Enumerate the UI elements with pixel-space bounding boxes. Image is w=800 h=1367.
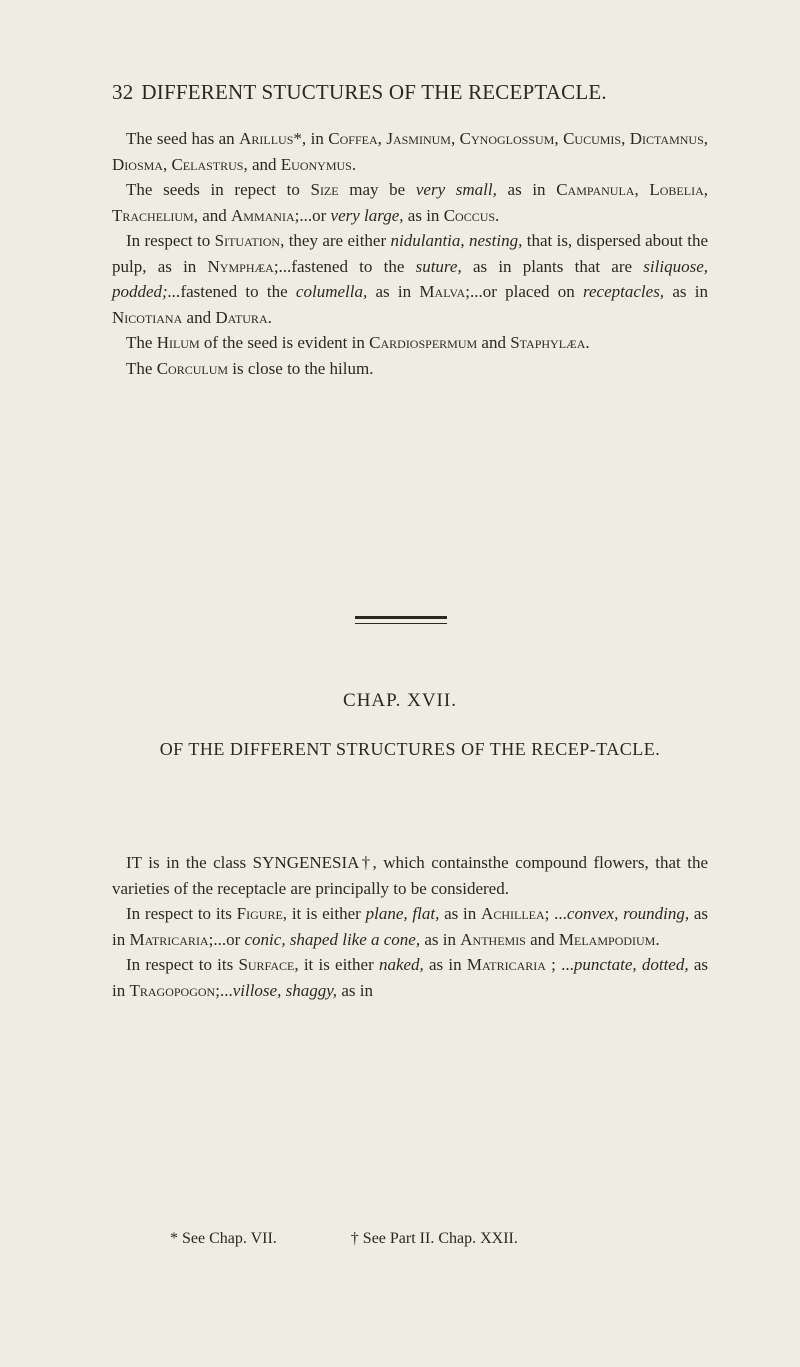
section-receptacle-text xyxy=(112,850,708,1003)
paragraph-corculum: The Corculum is close to the hilum. xyxy=(126,358,374,378)
section-seed-text xyxy=(112,126,708,381)
paragraph-figure: In respect to its Figure, it is either plane, flat, as in Achillea; ...convex, rounding, as in Matricaria;...or conic, shaped like a cone, as in Anthemis and Melampodium. xyxy=(112,904,709,949)
paragraph-arillus: The seed has an Arillus*, in Coffea, Jasminum, Cynoglossum, Cucumis, Dictamnus, Diosma, Celastrus, and Euonymus. xyxy=(112,129,709,174)
paragraph-situation: In respect to Situation, they are either nidulantia, nesting, that is, dispersed about the pulp, as in Nymphæa;...fastened to the suture, as in plants that are siliquose, podded;...fastened to the columella, as in Malva;...or placed on receptacles, as in Nicotiana and Datura. xyxy=(112,231,709,327)
footnote-chap-vii: * See Chap. VII. xyxy=(170,1230,277,1247)
paragraph-syngenesia: IT is in the class SYNGENESIA†, which containsthe compound flowers, that the varieties of the receptacle are principally to be considered. xyxy=(112,853,708,898)
paragraph-surface: In respect to its Surface, it is either naked, as in Matricaria ; ...punctate, dotted, as in Tragopogon;...villose, shaggy, as in xyxy=(112,955,708,1000)
footnote-mark-star: * xyxy=(293,129,302,148)
chapter-title: OF THE DIFFERENT STRUCTURES OF THE RECEP-TACLE. xyxy=(159,739,661,759)
footnote-mark-dagger: † xyxy=(359,853,373,872)
footnote-part-ii: † See Part II. Chap. XXII. xyxy=(350,1230,518,1247)
paragraph-size: The seeds in repect to Size may be very small, as in Campanula, Lobelia, Trachelium, and Ammania;...or very large, as in Coccus. xyxy=(112,180,709,225)
section-divider xyxy=(355,616,447,624)
chapter-number: CHAP. XVII. xyxy=(343,690,457,711)
running-title: DIFFERENT STUCTURES OF THE RECEPTACLE. xyxy=(141,80,607,104)
paragraph-hilum: The Hilum of the seed is evident in Cardiospermum and Staphylæa. xyxy=(126,333,590,352)
running-head xyxy=(112,80,607,105)
footnotes xyxy=(170,1230,690,1248)
page-number: 32 xyxy=(112,80,134,104)
